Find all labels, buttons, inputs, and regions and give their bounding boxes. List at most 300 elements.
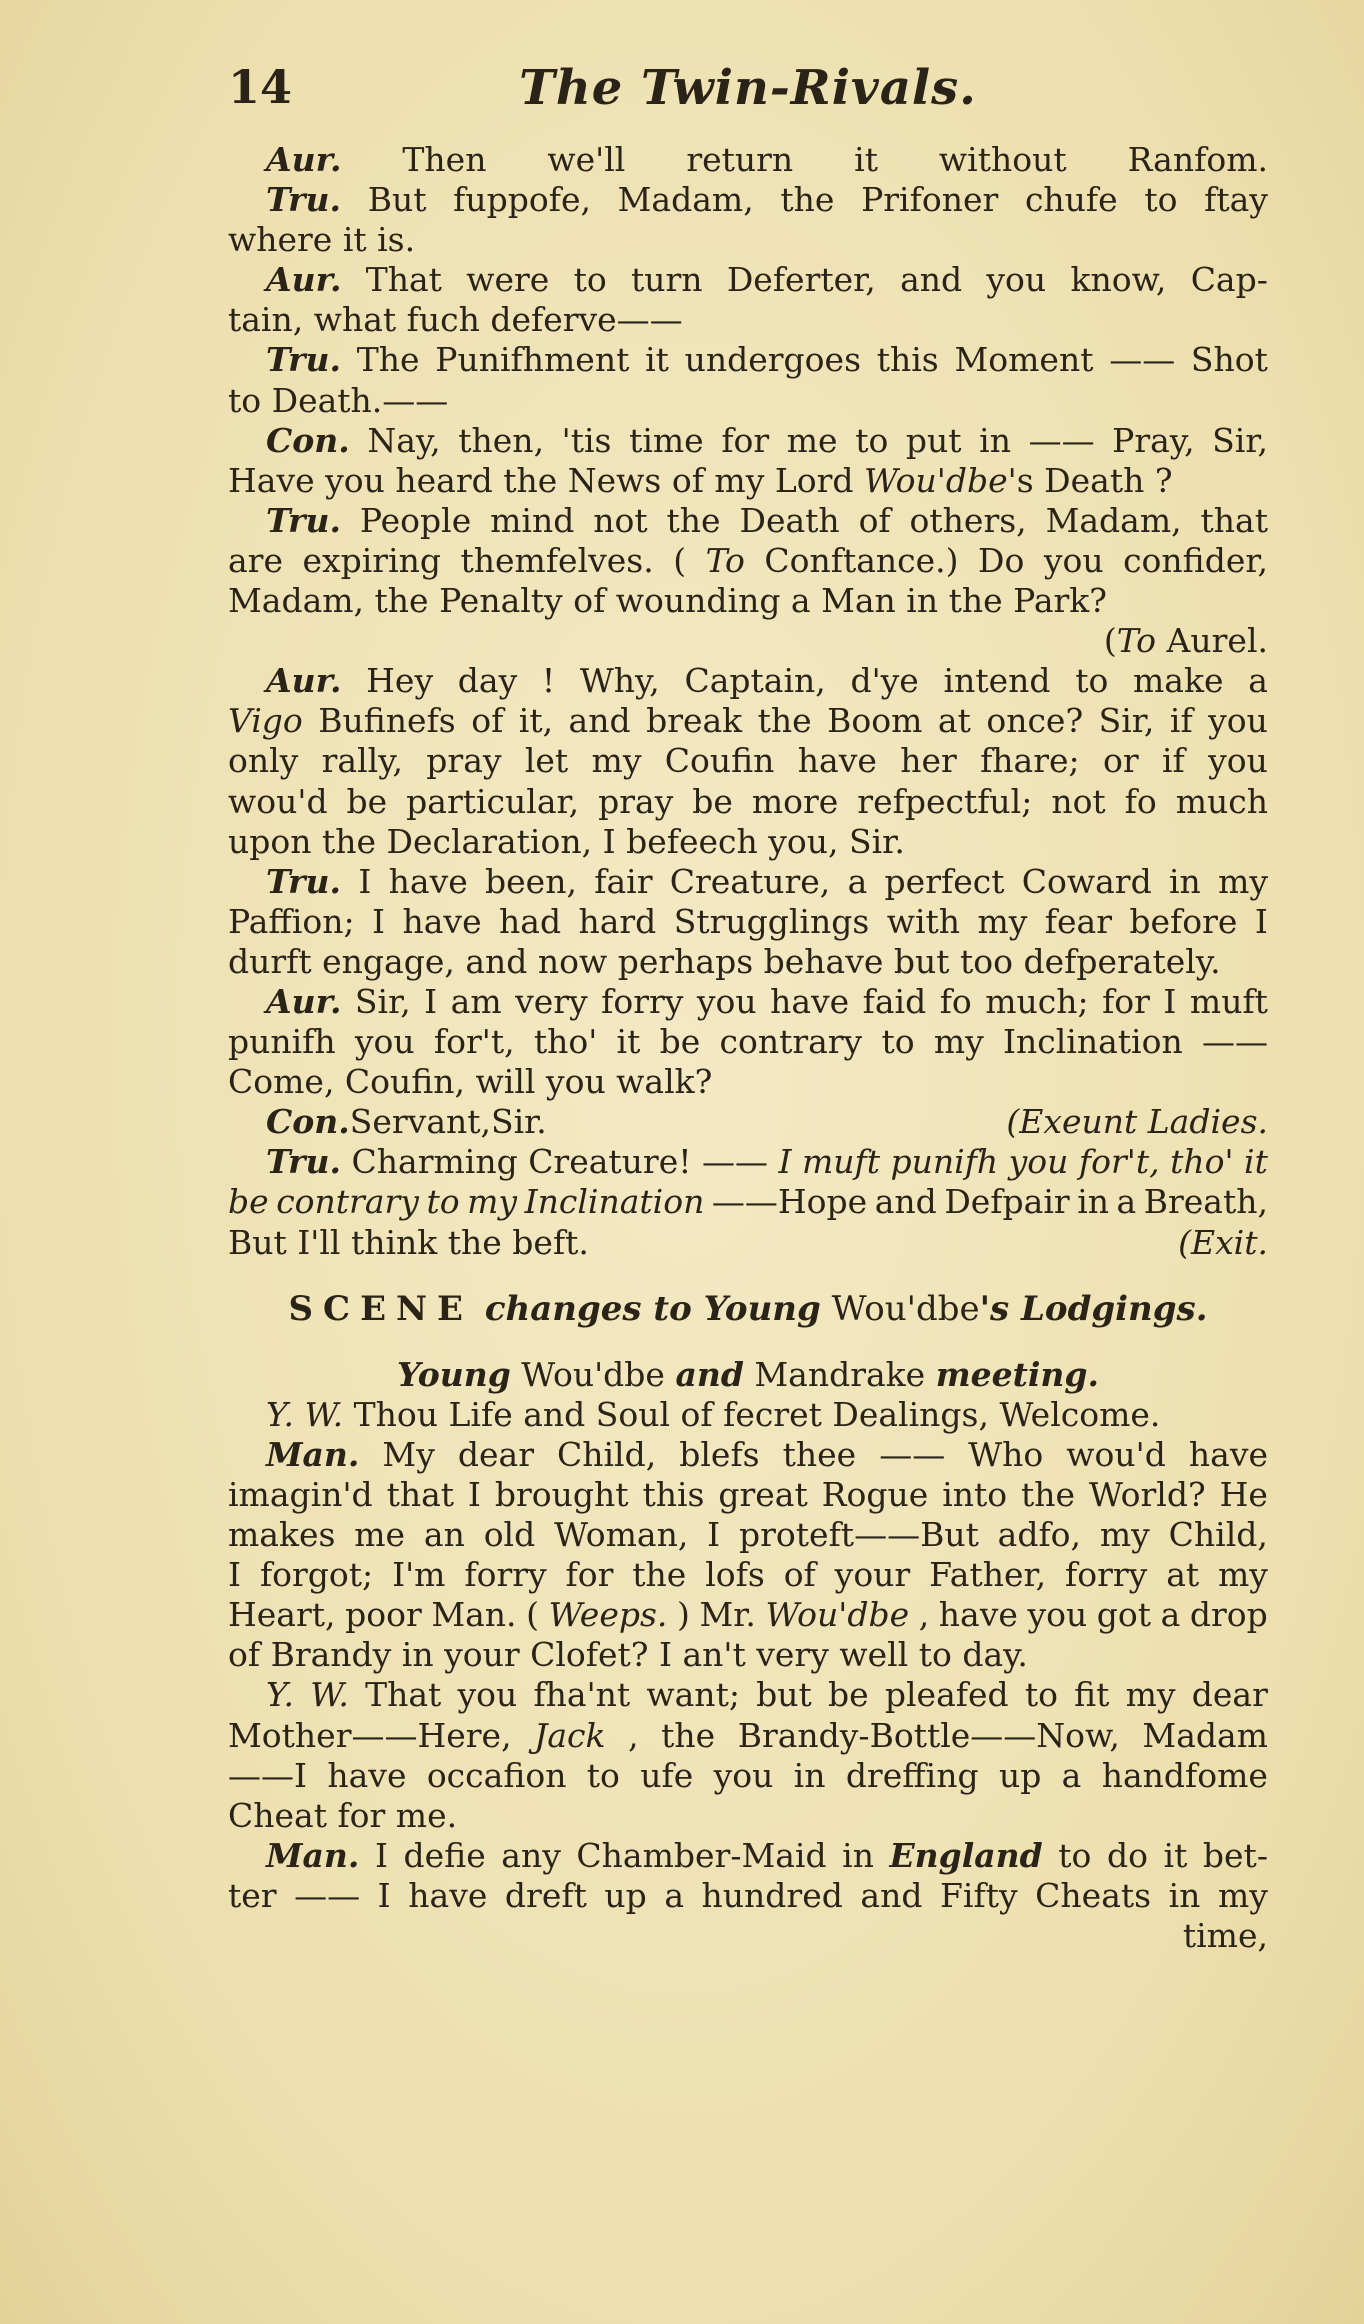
word: themfelves. — [460, 540, 654, 580]
word: 'tis — [561, 420, 612, 460]
word: be — [692, 781, 733, 821]
word: Pray, — [1112, 420, 1195, 460]
word: in — [1077, 1182, 1109, 1222]
word: I — [374, 1835, 388, 1875]
word: great — [718, 1475, 808, 1514]
word: to — [881, 1022, 915, 1062]
word: dreffing — [845, 1755, 979, 1795]
word: forry — [601, 981, 684, 1021]
word: I — [377, 1875, 391, 1915]
word: Tru. — [266, 180, 342, 220]
text-line — [228, 581, 1268, 621]
word: chufe — [1024, 180, 1118, 220]
word: that — [1200, 500, 1268, 540]
word: to — [1024, 1675, 1058, 1715]
word: Coufin — [664, 741, 775, 781]
text-span: time, — [1182, 1916, 1268, 1956]
word: fo — [939, 981, 972, 1021]
word: I'm — [392, 1555, 446, 1595]
word: Why, — [579, 661, 660, 701]
word: Man. — [431, 1595, 517, 1635]
word: into — [942, 1475, 1008, 1514]
word: for — [1102, 981, 1150, 1021]
text-line — [228, 782, 1268, 822]
word: Ranfom. — [1127, 140, 1268, 179]
word: a — [1116, 1182, 1137, 1222]
word: Moment — [954, 340, 1094, 380]
word: tho' — [533, 1022, 598, 1062]
word: fha'nt — [533, 1675, 631, 1715]
text-span: where it is. — [228, 220, 416, 260]
text-span: ( — [1103, 621, 1117, 661]
word: only — [228, 741, 299, 781]
word: if — [1161, 741, 1185, 781]
word: my — [933, 1022, 984, 1062]
word: had — [499, 901, 562, 941]
word: Creature! — [528, 1142, 692, 1182]
word: me — [786, 420, 838, 460]
word: a — [1160, 1595, 1181, 1635]
word: Madam, — [1045, 500, 1182, 540]
word: very — [515, 981, 588, 1021]
text-span: Thou Life and Soul of fecret Dealings, Welcome. — [343, 1394, 1161, 1434]
word: my — [1218, 1555, 1268, 1595]
word: if — [1169, 701, 1193, 741]
text-span: Wou'dbe — [510, 1354, 676, 1394]
word: Nay, — [367, 420, 441, 460]
word: the — [757, 701, 812, 741]
text-span: of Brandy in your Clofet? I an't very well to day. — [228, 1635, 1028, 1675]
word: at — [937, 701, 971, 741]
word: Wou'dbe — [765, 1595, 910, 1635]
word: forgot; — [259, 1555, 374, 1595]
text-span: Y. W. — [266, 1394, 344, 1434]
word: Con. — [266, 420, 350, 460]
word: He — [1219, 1475, 1268, 1514]
text-span: to Death.—— — [228, 380, 449, 420]
word: , — [628, 1715, 639, 1755]
word: Woman, — [554, 1515, 689, 1555]
word: to — [1144, 180, 1178, 220]
word: fear — [1044, 901, 1112, 941]
word: you — [1027, 1595, 1088, 1635]
word: wou'd — [228, 781, 328, 821]
word: the — [666, 500, 721, 540]
word: Charming — [351, 1142, 518, 1182]
word: I — [228, 1555, 242, 1595]
word: to — [586, 1755, 620, 1795]
word: d'ye — [850, 661, 919, 701]
word: you — [1008, 1142, 1069, 1182]
word: the — [1021, 1475, 1076, 1514]
word: others, — [909, 500, 1027, 540]
word: perfect — [884, 861, 1005, 901]
word: want; — [646, 1675, 740, 1715]
word: have — [770, 981, 850, 1021]
word: my — [1099, 1515, 1150, 1555]
text-line — [228, 1555, 1268, 1595]
text-line — [228, 381, 1268, 421]
word: an — [423, 1515, 465, 1555]
text-line — [228, 140, 1268, 180]
word: Man. — [266, 1434, 360, 1474]
text-span: Aurel. — [1156, 621, 1268, 661]
word: That — [365, 260, 442, 300]
word: punifh — [228, 1022, 336, 1062]
text-line — [228, 1876, 1268, 1916]
word: in — [1168, 1875, 1201, 1915]
text-line — [228, 701, 1268, 741]
word: Mr. — [699, 1595, 756, 1635]
word: Madam, — [617, 180, 754, 220]
word: it, — [518, 701, 554, 741]
word: Man. — [266, 1835, 360, 1875]
text-line — [228, 461, 1268, 501]
text-line — [228, 1756, 1268, 1796]
word: ) — [676, 1595, 690, 1635]
text-line — [228, 1062, 1268, 1102]
stage-direction: (Exit. — [1178, 1222, 1268, 1262]
word: —— — [294, 1875, 361, 1915]
word: Creature, — [669, 861, 831, 901]
text-line — [228, 942, 1268, 982]
text-line — [228, 1796, 1268, 1836]
word: a — [1061, 1755, 1082, 1795]
word: be — [828, 1675, 869, 1715]
page-header — [228, 60, 1268, 140]
text-line — [228, 1223, 1268, 1263]
stage-direction: (Exeunt Ladies. — [1006, 1102, 1268, 1142]
word: My — [382, 1434, 435, 1474]
word: of — [471, 701, 504, 741]
word: defie — [403, 1835, 486, 1875]
word: much — [1175, 781, 1268, 821]
word: rally, — [321, 741, 403, 781]
word: let — [524, 741, 569, 781]
text-line — [228, 1289, 1268, 1329]
word: be — [659, 1022, 701, 1062]
word: you — [1043, 540, 1104, 580]
text-span: meeting. — [935, 1354, 1099, 1394]
word: not — [593, 500, 648, 540]
word: have — [408, 1875, 488, 1915]
word: dreft — [504, 1875, 587, 1915]
word: intend — [943, 661, 1051, 701]
play-text — [228, 140, 1268, 1956]
word: undergoes — [684, 340, 862, 380]
word: Breath, — [1143, 1182, 1268, 1222]
word: my — [591, 741, 642, 781]
word: then, — [458, 420, 545, 460]
word: mind — [490, 500, 575, 540]
word: at — [1166, 1555, 1200, 1595]
word: Fifty — [940, 1875, 1018, 1915]
word: be — [228, 1182, 269, 1222]
word: time — [629, 420, 704, 460]
text-line — [228, 421, 1268, 461]
word: pray — [598, 781, 674, 821]
word: Conftance.) — [764, 540, 959, 580]
word: turn — [631, 260, 703, 300]
text-line — [228, 1102, 1268, 1142]
word: the — [780, 180, 835, 220]
word: But — [367, 180, 427, 220]
word: have — [797, 741, 877, 781]
text-span: tain, what fuch deferve—— — [228, 300, 683, 340]
text-span: Cheat for me. — [228, 1795, 458, 1835]
word: Father, — [929, 1555, 1047, 1595]
word: am — [450, 981, 502, 1021]
word: Do — [978, 540, 1025, 580]
word: contrary — [719, 1022, 863, 1062]
word: got — [1096, 1595, 1152, 1635]
word: Sir. — [491, 1102, 547, 1142]
text-span: Wou'dbe — [864, 460, 1008, 500]
word: put — [905, 420, 962, 460]
word: ( — [526, 1595, 539, 1635]
word: I — [778, 1142, 792, 1182]
word: Aur. — [266, 661, 342, 701]
word: adfo, — [997, 1515, 1082, 1555]
word: Strugglings — [673, 901, 870, 941]
word: Aur. — [266, 140, 342, 179]
word: were — [466, 260, 550, 300]
word: Child, — [557, 1434, 657, 1474]
word: Aur. — [266, 260, 342, 300]
word: pray — [426, 741, 502, 781]
word: day — [457, 661, 518, 701]
text-span: SCENE — [288, 1288, 473, 1329]
word: once? — [986, 701, 1084, 741]
word: forry — [464, 1555, 547, 1595]
word: forry — [1065, 1555, 1148, 1595]
word: fo — [1124, 781, 1157, 821]
word: Heart, — [228, 1595, 336, 1635]
word: muft — [802, 1142, 881, 1182]
word: refpectful; — [857, 781, 1033, 821]
word: Sir, — [1098, 701, 1155, 741]
word: make — [1133, 661, 1224, 701]
word: proteft——But — [739, 1515, 979, 1555]
text-line — [228, 1355, 1268, 1395]
word: Captain, — [684, 661, 826, 701]
word: in — [979, 420, 1011, 460]
word: occafion — [426, 1755, 567, 1795]
word: and — [860, 1875, 923, 1915]
word: it — [1163, 1835, 1188, 1875]
word: brought — [494, 1475, 629, 1514]
text-line — [228, 822, 1268, 862]
word: Sir, — [354, 981, 411, 1021]
word: my — [1218, 861, 1268, 901]
word: more — [751, 781, 839, 821]
word: Bufinefs — [318, 701, 456, 741]
text-span: But I'll think the beft. — [228, 1222, 589, 1262]
word: but — [756, 1675, 812, 1715]
text-span: and — [675, 1354, 744, 1394]
text-line — [228, 180, 1268, 220]
word: before — [1129, 901, 1238, 941]
word: tho' — [1170, 1142, 1234, 1182]
text-span: 's Death ? — [1007, 460, 1173, 500]
text-span: Have you heard the News of my Lord — [228, 460, 864, 500]
word: any — [501, 1835, 561, 1875]
text-line — [228, 741, 1268, 781]
text-span: To — [1116, 621, 1157, 661]
word: —— — [701, 1142, 768, 1182]
word: imagin'd — [228, 1475, 373, 1514]
word: a — [847, 861, 868, 901]
text-span: durft engage, and now perhaps behave but too defperately. — [228, 941, 1221, 981]
word: England — [889, 1835, 1043, 1875]
word: to — [1058, 1835, 1092, 1875]
word: a — [1248, 661, 1268, 701]
word: Brandy-Bottle——Now, — [737, 1715, 1120, 1755]
word: have — [327, 1755, 407, 1795]
word: Punifhment — [435, 340, 630, 380]
word: Boom — [827, 701, 923, 741]
text-line — [228, 1142, 1268, 1182]
text-line — [228, 300, 1268, 340]
word: makes — [228, 1515, 336, 1555]
word: World? — [1088, 1475, 1206, 1514]
word: to — [426, 1182, 460, 1222]
word: or — [1103, 741, 1139, 781]
word: drop — [1189, 1595, 1268, 1635]
word: return — [686, 140, 794, 179]
word: have — [388, 861, 468, 901]
text-span: Young — [397, 1354, 511, 1394]
text-line — [228, 541, 1268, 581]
word: up — [998, 1755, 1042, 1795]
word: I — [707, 1515, 721, 1555]
text-line — [228, 1515, 1268, 1555]
word: Who — [968, 1434, 1044, 1474]
word: I — [467, 1475, 481, 1514]
word: it — [645, 340, 669, 380]
word: Mother——Here, — [228, 1715, 512, 1755]
word: have — [402, 901, 482, 941]
word: my — [467, 1182, 518, 1222]
word: in — [1168, 861, 1201, 901]
word: you — [457, 1675, 518, 1715]
blank-gap — [228, 1263, 1268, 1289]
word: thee — [782, 1434, 857, 1474]
word: bet- — [1202, 1835, 1268, 1875]
text-line — [228, 1395, 1268, 1435]
word: ——I — [228, 1755, 308, 1795]
word: and — [900, 260, 963, 300]
word: ter — [228, 1875, 277, 1915]
word: that — [386, 1475, 455, 1514]
word: handfome — [1101, 1755, 1268, 1795]
text-span: Wou'dbe — [820, 1288, 980, 1329]
word: To — [705, 540, 745, 580]
text-line — [228, 982, 1268, 1022]
word: for — [565, 1555, 614, 1595]
word: The — [356, 340, 420, 380]
word: Con. — [266, 1102, 350, 1142]
text-span: Come, Coufin, will you walk? — [228, 1062, 713, 1102]
word: —— — [1109, 340, 1176, 380]
text-line — [228, 1475, 1268, 1515]
word: ftay — [1204, 180, 1268, 220]
text-span: 's Lodgings. — [979, 1288, 1208, 1329]
word: do — [1106, 1835, 1148, 1875]
word: in — [842, 1835, 874, 1875]
word: I — [1163, 981, 1177, 1021]
word: you — [1208, 741, 1268, 781]
word: faid — [862, 981, 927, 1021]
word: and — [568, 701, 631, 741]
word: my — [1125, 1675, 1176, 1715]
text-line — [228, 1635, 1268, 1675]
word: have — [938, 1595, 1018, 1635]
word: without — [938, 140, 1067, 179]
word: People — [359, 500, 472, 540]
word: blefs — [679, 1434, 760, 1474]
text-line — [228, 1435, 1268, 1475]
text-line — [228, 1675, 1268, 1715]
word: you — [354, 1022, 415, 1062]
word: I — [424, 981, 438, 1021]
word: Paffion; — [228, 901, 355, 941]
text-span: Madam, the Penalty of wounding a Man in the Park? — [228, 581, 1107, 621]
word: punifh — [890, 1142, 999, 1182]
text-line — [228, 621, 1268, 661]
text-line — [228, 1595, 1268, 1635]
word: hundred — [701, 1875, 843, 1915]
word: I — [372, 901, 386, 941]
word: Child, — [1168, 1515, 1268, 1555]
word: Rogue — [821, 1475, 929, 1514]
word: your — [834, 1555, 911, 1595]
word: Shot — [1190, 340, 1268, 380]
word: Defpair — [944, 1182, 1070, 1222]
word: Tru. — [266, 500, 342, 540]
word: know, — [1070, 260, 1167, 300]
word: Tru. — [266, 861, 342, 901]
text-line — [228, 260, 1268, 300]
word: of — [783, 1555, 816, 1595]
word: hard — [578, 901, 657, 941]
word: That — [365, 1675, 442, 1715]
word: ufe — [640, 1755, 694, 1795]
word: to — [1075, 661, 1109, 701]
word: it — [616, 1022, 641, 1062]
word: I — [1254, 901, 1268, 941]
word: we'll — [547, 140, 626, 179]
word: it — [854, 140, 878, 179]
word: Death — [739, 500, 840, 540]
word: are — [228, 540, 283, 580]
text-line — [228, 1716, 1268, 1756]
word: —— — [1201, 1022, 1268, 1062]
text-line — [228, 340, 1268, 380]
word: —— — [1028, 420, 1095, 460]
text-line — [228, 1022, 1268, 1062]
word: you — [986, 260, 1047, 300]
text-line — [228, 1182, 1268, 1222]
word: this — [642, 1475, 705, 1514]
text-line — [228, 1916, 1268, 1956]
word: poor — [345, 1595, 422, 1635]
word: I — [358, 861, 372, 901]
word: to — [573, 260, 607, 300]
word: this — [876, 340, 939, 380]
word: of — [858, 500, 891, 540]
text-line — [228, 862, 1268, 902]
